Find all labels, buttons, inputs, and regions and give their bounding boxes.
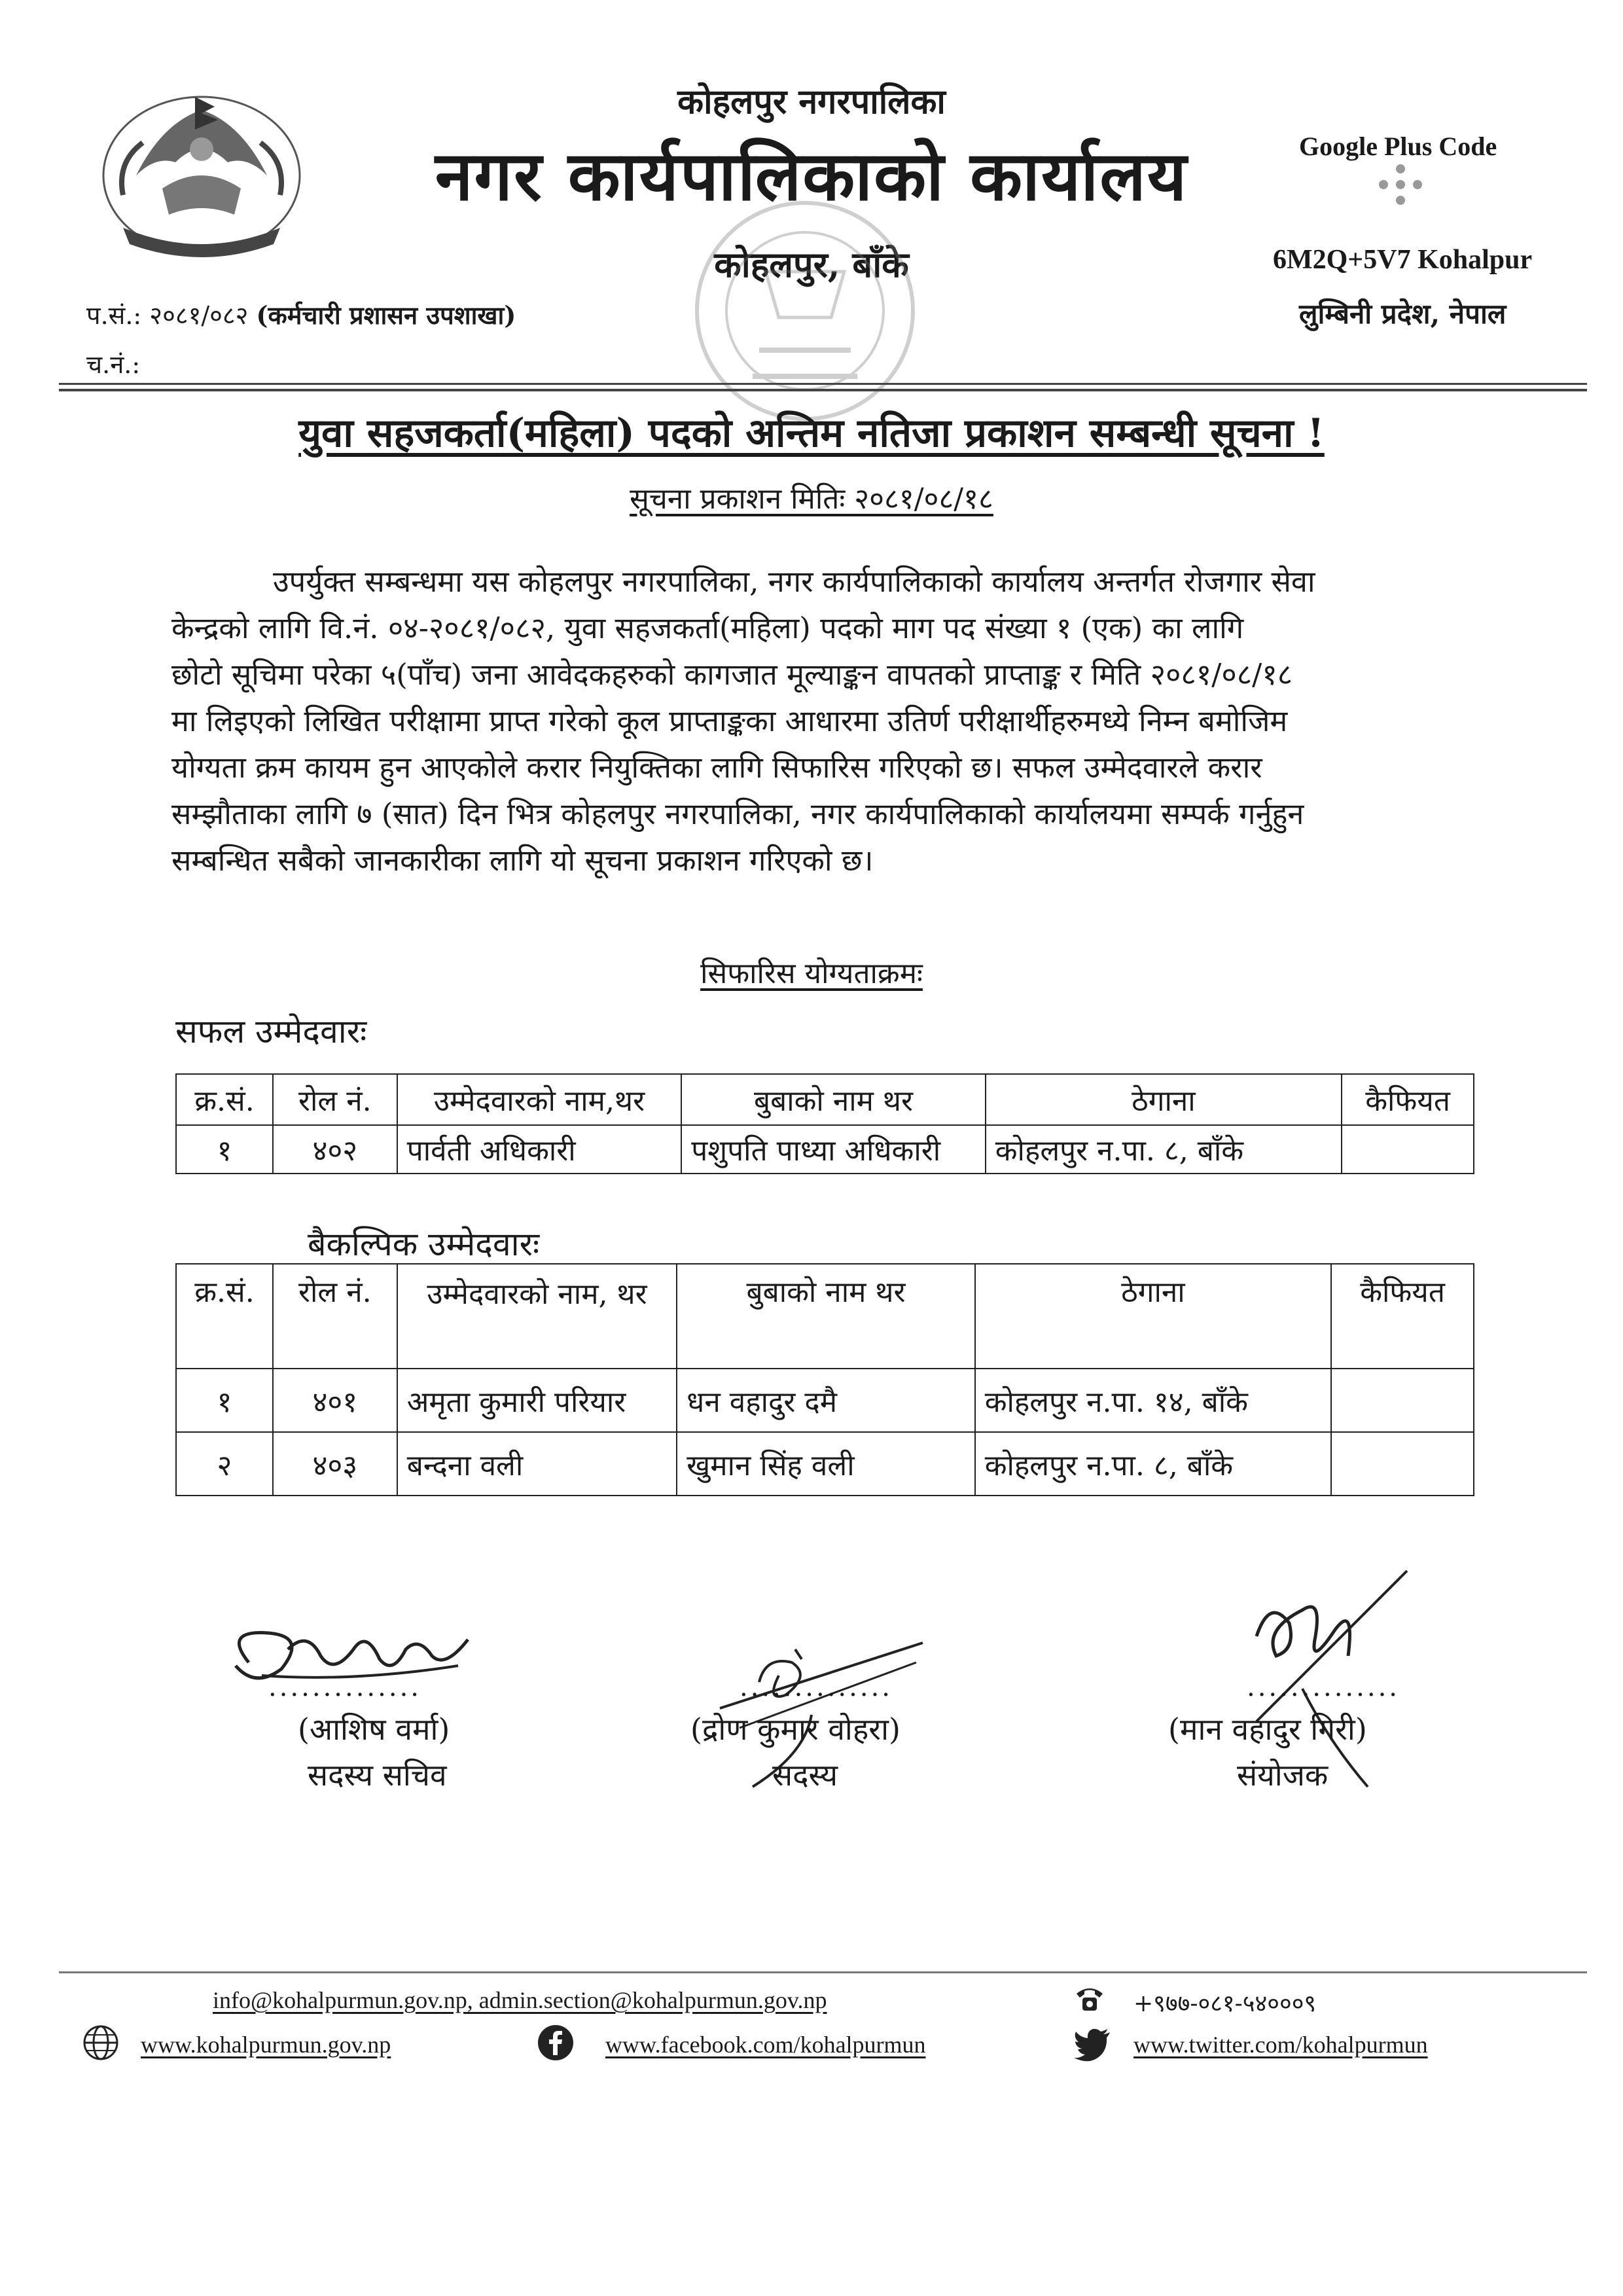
header-divider — [59, 383, 1587, 385]
cell-address: कोहलपुर न.पा. ८, बाँके — [986, 1125, 1342, 1174]
signatory-role: सदस्य सचिव — [308, 1757, 447, 1793]
municipality-name: कोहलपुर नगरपालिका — [677, 82, 946, 122]
footer-twitter-link[interactable]: www.twitter.com/kohalpurmun — [1133, 2032, 1428, 2058]
cell-roll-no: ४०१ — [273, 1369, 397, 1432]
dispatch-number: च.नं.: — [86, 350, 141, 379]
notice-body-line: केन्द्रको लागि वि.नं. ०४-२०८१/०८२, युवा सहजकर्ता(महिला) पदको माग पद संख्या १ (एक) का लागि — [171, 611, 1244, 645]
signatory-name: (मान वहादुर गिरी) — [1168, 1712, 1367, 1747]
reference-section: (कर्मचारी प्रशासन उपशाखा) — [256, 300, 516, 330]
column-header: उम्मेदवारको नाम, थर — [397, 1264, 677, 1369]
plus-code-dots-icon — [1374, 164, 1427, 206]
column-header: रोल नं. — [273, 1074, 397, 1125]
notice-body-line: छोटो सूचिमा परेका ५(पाँच) जना आवेदकहरुको कागजात मूल्याङ्कन वापतको प्राप्ताङ्क र मिति २०८१/०८/१८ — [171, 657, 1293, 692]
signature-line: .............. — [740, 1672, 893, 1702]
footer-website-link[interactable]: www.kohalpurmun.gov.np — [141, 2032, 391, 2058]
cell-roll-no: ४०२ — [273, 1125, 397, 1174]
column-header: कैफियत — [1342, 1074, 1474, 1125]
column-header: क्र.सं. — [176, 1074, 273, 1125]
globe-icon — [82, 2024, 120, 2062]
column-header: कैफियत — [1331, 1264, 1474, 1369]
telephone-icon — [1073, 1982, 1106, 2015]
signature-line: .............. — [1247, 1672, 1400, 1702]
office-title: नगर कार्यपालिकाको कार्यालय — [435, 135, 1188, 216]
table-row — [176, 1125, 1474, 1174]
cell-candidate-name: बन्दना वली — [397, 1432, 677, 1496]
cell-serial: १ — [176, 1369, 273, 1432]
alternate-candidates-table — [175, 1263, 1474, 1496]
facebook-icon — [537, 2024, 575, 2062]
successful-candidates-heading: सफल उम्मेदवारः — [175, 1013, 367, 1050]
cell-remarks — [1331, 1432, 1474, 1496]
cell-serial: २ — [176, 1432, 273, 1496]
signatory-name: (द्रोण कुमार वोहरा) — [690, 1712, 901, 1747]
table-header-row — [176, 1074, 1474, 1125]
province-address: लुम्बिनी प्रदेश, नेपाल — [1299, 298, 1507, 330]
successful-candidates-table — [175, 1073, 1474, 1174]
signatory-role: सदस्य — [772, 1757, 838, 1793]
office-location: कोहलपुर, बाँके — [714, 243, 909, 285]
cell-father-name: धन वहादुर दमै — [677, 1369, 974, 1432]
cell-address: कोहलपुर न.पा. ८, बाँके — [975, 1432, 1331, 1496]
column-header: रोल नं. — [273, 1264, 397, 1369]
cell-father-name: पशुपति पाध्या अधिकारी — [681, 1125, 985, 1174]
footer-divider — [59, 1971, 1587, 1973]
column-header: ठेगाना — [986, 1074, 1342, 1125]
signatory-role: संयोजक — [1237, 1757, 1329, 1793]
signature-line: .............. — [268, 1672, 422, 1702]
notice-title: युवा सहजकर्ता(महिला) पदको अन्तिम नतिजा प्रकाशन सम्बन्धी सूचना ! — [298, 410, 1325, 456]
notice-body-line: मा लिइएको लिखित परीक्षामा प्राप्त गरेको कूल प्राप्ताङ्कका आधारमा उतिर्ण परीक्षार्थीहरुमध्ये निम्न बमोजिम — [171, 704, 1288, 738]
google-plus-code-label: Google Plus Code — [1299, 132, 1497, 161]
table-row — [176, 1369, 1474, 1432]
footer-phone: +९७७-०८१-५४०००९ — [1133, 1990, 1317, 2017]
cell-candidate-name: अमृता कुमारी परियार — [397, 1369, 677, 1432]
cell-father-name: खुमान सिंह वली — [677, 1432, 974, 1496]
notice-body-line: उपर्युक्त सम्बन्धमा यस कोहलपुर नगरपालिका, नगर कार्यपालिकाको कार्यालय अन्तर्गत रोजगार सेवा — [273, 564, 1315, 599]
office-stamp — [668, 187, 942, 435]
column-header: ठेगाना — [975, 1264, 1331, 1369]
twitter-icon — [1073, 2026, 1111, 2064]
column-header: बुबाको नाम थर — [677, 1264, 974, 1369]
notice-body-line: सम्बन्धित सबैको जानकारीका लागि यो सूचना प्रकाशन गरिएको छ। — [171, 843, 874, 878]
reference-number — [86, 298, 516, 332]
header-divider — [59, 389, 1587, 391]
cell-candidate-name: पार्वती अधिकारी — [397, 1125, 682, 1174]
notice-date: सूचना प्रकाशन मितिः २०८१/०८/१८ — [630, 482, 993, 516]
column-header: उम्मेदवारको नाम,थर — [397, 1074, 682, 1125]
signatory-name: (आशिष वर्मा) — [298, 1712, 450, 1747]
table-header-row — [176, 1264, 1474, 1369]
cell-remarks — [1342, 1125, 1474, 1174]
column-header: क्र.सं. — [176, 1264, 273, 1369]
cell-serial: १ — [176, 1125, 273, 1174]
notice-body-line: सम्झौताका लागि ७ (सात) दिन भित्र कोहलपुर नगरपालिका, नगर कार्यपालिकाको कार्यालयमा सम्पर्क गर्नुहुन — [171, 797, 1304, 831]
notice-body-line: योग्यता क्रम कायम हुन आएकोले करार नियुक्तिका लागि सिफारिस गरिएको छ। सफल उम्मेदवारले करार — [171, 750, 1262, 785]
column-header: बुबाको नाम थर — [681, 1074, 985, 1125]
reference-number-value: प.सं.: २०८१/०८२ — [86, 301, 249, 330]
cell-roll-no: ४०३ — [273, 1432, 397, 1496]
alternate-candidates-heading: बैकल्पिक उम्मेदवारः — [308, 1225, 540, 1263]
google-plus-code: 6M2Q+5V7 Kohalpur — [1273, 245, 1533, 275]
footer-emails[interactable]: info@kohalpurmun.gov.np, admin.section@kohalpurmun.gov.np — [213, 1987, 827, 2013]
footer-facebook-link[interactable]: www.facebook.com/kohalpurmun — [605, 2032, 926, 2058]
cell-remarks — [1331, 1369, 1474, 1432]
cell-address: कोहलपुर न.पा. १४, बाँके — [975, 1369, 1331, 1432]
table-row — [176, 1432, 1474, 1496]
recommendation-heading: सिफारिस योग्यताक्रमः — [700, 957, 923, 990]
